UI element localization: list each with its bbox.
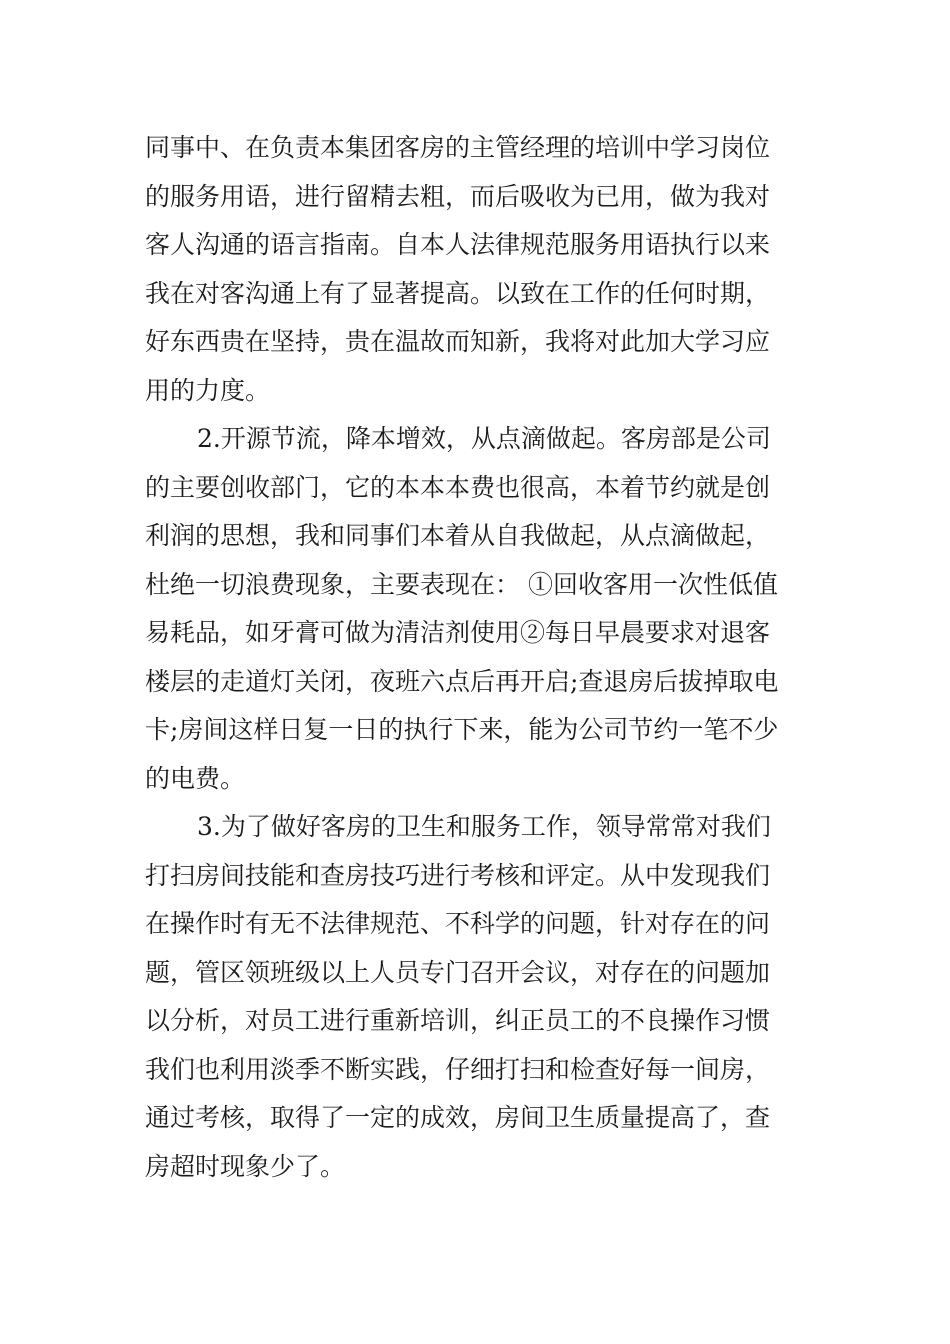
paragraph-2: [145, 415, 810, 803]
text-line: 的主要创收部门，它的本本本费也很高，本着节约就是创: [145, 472, 771, 502]
text-line: 以分析，对员工进行重新培训，纠正员工的不良操作习惯: [145, 1006, 771, 1035]
text-line: 2.开源节流，降本增效，从点滴做起。客房部是公司: [197, 424, 771, 453]
text-line: 利润的思想，我和同事们本着从自我做起，从点滴做起，: [145, 521, 771, 550]
text-line: 我在对客沟通上有了显著提高。以致在工作的任何时期，: [145, 278, 771, 308]
text-line: 楼层的走道灯关闭，夜班六点后再开启;查退房后拔掉取电: [145, 666, 779, 696]
text-line: 客人沟通的语言指南。自本人法律规范服务用语执行以来: [145, 230, 771, 259]
text-line: 易耗品，如牙膏可做为清洁剂使用②每日早晨要求对退客: [145, 618, 771, 647]
text-line: 同事中、在负责本集团客房的主管经理的培训中学习岗位: [145, 133, 771, 162]
text-line: 通过考核，取得了一定的成效，房间卫生质量提高了，查: [145, 1103, 771, 1132]
text-line: 打扫房间技能和查房技巧进行考核和评定。从中发现我们: [145, 860, 771, 890]
text-line: 在操作时有无不法律规范、不科学的问题，针对存在的问: [145, 909, 771, 938]
text-line: 用的力度。: [145, 375, 271, 405]
text-line: 卡;房间这样日复一日的执行下来，能为公司节约一笔不少: [145, 715, 779, 744]
text-line: 我们也利用淡季不断实践，仔细打扫和检查好每一间房，: [145, 1054, 771, 1084]
text-line: 的电费。: [145, 763, 246, 793]
paragraph-1: [145, 124, 810, 415]
text-line: 房超时现象少了。: [145, 1151, 346, 1181]
text-line: 的服务用语，进行留精去粗，而后吸收为已用，做为我对: [145, 181, 771, 211]
paragraph-3: [145, 803, 810, 1191]
text-line: 杜绝一切浪费现象，主要表现在： ①回收客用一次性低值: [145, 569, 778, 599]
text-line: 题，管区领班级以上人员专门召开会议，对存在的问题加: [145, 957, 771, 987]
text-line: 好东西贵在坚持，贵在温故而知新，我将对此加大学习应: [145, 327, 771, 356]
text-line: 3.为了做好客房的卫生和服务工作，领导常常对我们: [197, 812, 771, 841]
body-text: [145, 124, 810, 1191]
